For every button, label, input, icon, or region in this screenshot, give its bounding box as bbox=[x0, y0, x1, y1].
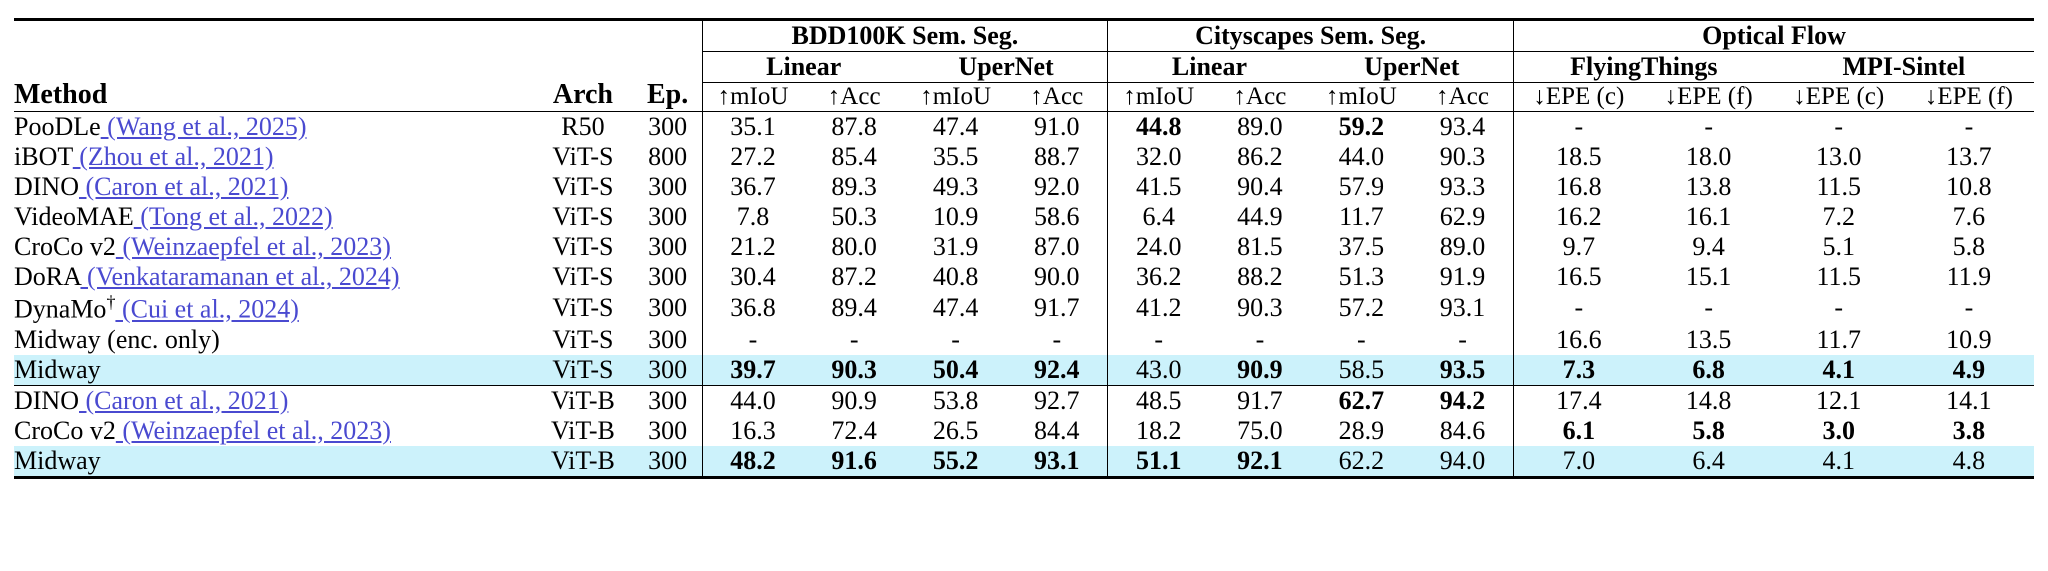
cell-value: 48.2 bbox=[702, 446, 803, 478]
cell-value: 13.0 bbox=[1816, 142, 1862, 171]
cell-value: - bbox=[1964, 112, 1974, 141]
cell-value: 93.4 bbox=[1439, 112, 1486, 141]
cell-value: 27.2 bbox=[702, 142, 803, 172]
cell-value: 86.2 bbox=[1237, 142, 1283, 171]
cell-method bbox=[14, 292, 532, 325]
cell-value: 58.5 bbox=[1311, 355, 1412, 386]
cell-value: 80.0 bbox=[831, 232, 877, 261]
cell-method bbox=[14, 232, 532, 262]
table-row bbox=[14, 325, 2034, 355]
cell-method bbox=[14, 262, 532, 292]
header-metric-bdd-upernet-acc: ↑Acc bbox=[1030, 83, 1084, 110]
cell-value: 91.7 bbox=[1237, 385, 1283, 415]
cell-ep: 300 bbox=[648, 385, 688, 415]
cell-value: 13.5 bbox=[1685, 324, 1732, 354]
table-row bbox=[14, 202, 2034, 232]
cell-arch: ViT-B bbox=[550, 385, 615, 415]
cell-value: 21.2 bbox=[702, 232, 803, 262]
cell-value: 75.0 bbox=[1237, 415, 1283, 445]
header-subgroup-city-upernet: UperNet bbox=[1311, 52, 1514, 83]
cell-value: 43.0 bbox=[1108, 355, 1209, 386]
cell-value: 41.2 bbox=[1108, 292, 1209, 325]
cell-value: 4.1 bbox=[1774, 446, 1904, 478]
cell-ep: 300 bbox=[648, 293, 688, 323]
cell-value: 50.3 bbox=[831, 202, 877, 231]
header-metric-sintel-epe-f: ↓EPE (f) bbox=[1924, 83, 2013, 110]
cell-value: 14.1 bbox=[1946, 385, 1992, 415]
cell-ep: 300 bbox=[648, 112, 688, 141]
cell-value: - bbox=[1704, 112, 1713, 141]
cell-value: 58.6 bbox=[1034, 202, 1080, 231]
cell-value: 90.0 bbox=[1034, 262, 1080, 291]
cell-method bbox=[14, 416, 532, 446]
method-name: DynaMo bbox=[14, 294, 107, 324]
cell-value: 11.7 bbox=[1816, 324, 1862, 354]
citation-link[interactable]: (Zhou et al., 2021) bbox=[72, 142, 274, 171]
cell-value: 10.9 bbox=[1946, 324, 1992, 354]
cell-value: 3.0 bbox=[1822, 415, 1855, 445]
cell-value: 62.2 bbox=[1311, 446, 1412, 478]
header-subgroup-mpi-sintel: MPI-Sintel bbox=[1774, 52, 2034, 83]
cell-method bbox=[14, 112, 532, 142]
cell-method bbox=[14, 446, 532, 478]
cell-value: 91.7 bbox=[1034, 293, 1080, 323]
cell-value: - bbox=[1834, 293, 1844, 323]
header-metric-flyingthings-epe-f: ↓EPE (f) bbox=[1664, 83, 1753, 110]
cell-ep: 300 bbox=[648, 415, 688, 445]
group-header-row bbox=[14, 21, 2034, 52]
header-metric-city-linear-miou: ↑mIoU bbox=[1108, 83, 1209, 112]
cell-value: 40.8 bbox=[932, 262, 979, 291]
table-body bbox=[14, 112, 2034, 477]
method-name: CroCo v2 bbox=[14, 232, 116, 261]
cell-method bbox=[14, 202, 532, 232]
cell-value: 6.8 bbox=[1644, 355, 1774, 386]
cell-arch: ViT-S bbox=[552, 324, 614, 354]
cell-value: 9.7 bbox=[1514, 232, 1644, 262]
citation-link[interactable]: (Weinzaepfel et al., 2023) bbox=[115, 232, 391, 261]
cell-value: 18.0 bbox=[1685, 142, 1732, 171]
cell-value: 9.4 bbox=[1692, 232, 1725, 261]
table-row bbox=[14, 142, 2034, 172]
cell-value: - bbox=[849, 324, 859, 354]
citation-link[interactable]: (Caron et al., 2021) bbox=[79, 385, 289, 415]
cell-value: - bbox=[702, 325, 803, 355]
cell-value: 53.8 bbox=[932, 385, 979, 415]
cell-value: 89.0 bbox=[1439, 232, 1486, 261]
cell-value: - bbox=[1108, 325, 1209, 355]
header-subgroup-city-linear: Linear bbox=[1108, 52, 1311, 83]
header-subgroup-flyingthings: FlyingThings bbox=[1514, 52, 1774, 83]
header-subgroup-bdd-linear: Linear bbox=[702, 52, 905, 83]
cell-value: 28.9 bbox=[1338, 415, 1385, 445]
cell-value: 5.1 bbox=[1822, 232, 1855, 261]
dagger-marker: † bbox=[106, 292, 116, 312]
cell-value: 24.0 bbox=[1108, 232, 1209, 262]
cell-arch: ViT-S bbox=[552, 142, 614, 171]
header-group-optical-flow: Optical Flow bbox=[1514, 21, 2034, 52]
cell-value: 90.3 bbox=[1237, 293, 1283, 323]
cell-value: 32.0 bbox=[1108, 142, 1209, 172]
cell-value: 10.9 bbox=[932, 202, 979, 231]
cell-value: 12.1 bbox=[1816, 385, 1862, 415]
method-name: VideoMAE bbox=[14, 202, 134, 231]
table-row bbox=[14, 262, 2034, 292]
cell-value: - bbox=[1357, 324, 1366, 354]
cell-value: 72.4 bbox=[831, 415, 877, 445]
cell-ep: 300 bbox=[648, 232, 688, 261]
cell-value: 3.8 bbox=[1952, 415, 1986, 445]
cell-method bbox=[14, 386, 532, 416]
cell-value: 93.5 bbox=[1412, 355, 1513, 386]
cell-value: 50.4 bbox=[905, 355, 1006, 386]
header-metric-bdd-linear-acc: ↑Acc bbox=[827, 83, 881, 110]
cell-arch: ViT-B bbox=[532, 446, 633, 478]
cell-value: - bbox=[1052, 324, 1062, 354]
method-name: CroCo v2 bbox=[14, 415, 116, 445]
header-metric-bdd-upernet-miou: ↑mIoU bbox=[920, 83, 992, 110]
cell-value: 87.8 bbox=[831, 112, 877, 141]
table-row bbox=[14, 386, 2034, 416]
header-metric-sintel-epe-c: ↓EPE (c) bbox=[1793, 83, 1885, 110]
cell-value: 92.7 bbox=[1034, 385, 1080, 415]
cell-ep: 300 bbox=[648, 202, 688, 231]
cell-value: 11.5 bbox=[1816, 172, 1862, 201]
cell-value: 84.4 bbox=[1034, 415, 1080, 445]
cell-ep: 300 bbox=[634, 446, 702, 478]
cell-arch: ViT-S bbox=[552, 232, 614, 261]
header-metric-flyingthings-epe-c: ↓EPE (c) bbox=[1514, 83, 1644, 112]
cell-value: 6.4 bbox=[1644, 446, 1774, 478]
cell-value: 62.7 bbox=[1338, 385, 1385, 415]
cell-arch: ViT-S bbox=[552, 293, 614, 323]
method-name: iBOT bbox=[14, 142, 73, 171]
method-name: Midway bbox=[14, 354, 101, 384]
citation-link[interactable]: (Weinzaepfel et al., 2023) bbox=[115, 415, 391, 445]
method-name: DoRA bbox=[14, 262, 81, 291]
cell-arch: R50 bbox=[561, 112, 605, 141]
header-metric-city-linear-acc: ↑Acc bbox=[1233, 83, 1287, 110]
cell-ep: 300 bbox=[648, 262, 688, 291]
cell-value: 16.3 bbox=[702, 416, 803, 446]
cell-value: 90.9 bbox=[831, 385, 877, 415]
cell-value: 47.4 bbox=[932, 112, 979, 141]
cell-value: 26.5 bbox=[932, 415, 979, 445]
cell-value: 92.0 bbox=[1034, 172, 1080, 201]
citation-link[interactable]: (Caron et al., 2021) bbox=[79, 172, 289, 201]
cell-value: 90.9 bbox=[1209, 355, 1310, 386]
header-group-cityscapes: Cityscapes Sem. Seg. bbox=[1108, 21, 1514, 52]
cell-ep: 300 bbox=[648, 172, 688, 201]
table-row bbox=[14, 416, 2034, 446]
cell-value: 36.7 bbox=[702, 172, 803, 202]
cell-value: - bbox=[951, 324, 960, 354]
cell-value: 13.8 bbox=[1685, 172, 1732, 201]
cell-value: 7.6 bbox=[1952, 202, 1986, 231]
cell-method bbox=[14, 325, 532, 355]
cell-value: 39.7 bbox=[702, 355, 803, 386]
cell-value: 36.2 bbox=[1108, 262, 1209, 292]
cell-value: 89.0 bbox=[1237, 112, 1283, 141]
cell-value: 84.6 bbox=[1439, 415, 1486, 445]
cell-value: - bbox=[1704, 293, 1713, 323]
cell-value: 94.0 bbox=[1412, 446, 1513, 478]
cell-value: 37.5 bbox=[1338, 232, 1385, 261]
citation-link[interactable]: (Tong et al., 2022) bbox=[133, 202, 333, 231]
cell-arch: ViT-B bbox=[550, 415, 615, 445]
cell-value: 10.8 bbox=[1946, 172, 1992, 201]
cell-ep: 300 bbox=[634, 355, 702, 386]
cell-value: 59.2 bbox=[1338, 112, 1385, 141]
cell-value: 44.0 bbox=[702, 386, 803, 416]
table-row bbox=[14, 292, 2034, 325]
cell-value: - bbox=[1255, 324, 1265, 354]
cell-value: 89.4 bbox=[831, 293, 877, 323]
cell-value: 5.8 bbox=[1952, 232, 1986, 261]
cell-value: 93.1 bbox=[1439, 293, 1486, 323]
header-group-bdd100k: BDD100K Sem. Seg. bbox=[702, 21, 1108, 52]
cell-value: 87.2 bbox=[831, 262, 877, 291]
cell-value: 17.4 bbox=[1514, 386, 1644, 416]
cell-value: 62.9 bbox=[1439, 202, 1486, 231]
cell-value: 51.3 bbox=[1338, 262, 1385, 291]
cell-value: 94.2 bbox=[1439, 385, 1486, 415]
cell-method bbox=[14, 172, 532, 202]
cell-value: 36.8 bbox=[702, 292, 803, 325]
cell-ep: 300 bbox=[648, 324, 688, 354]
table-row bbox=[14, 446, 2034, 478]
cell-value: 18.2 bbox=[1108, 416, 1209, 446]
method-name: Midway (enc. only) bbox=[14, 324, 220, 354]
cell-arch: ViT-S bbox=[552, 262, 614, 291]
table-row bbox=[14, 232, 2034, 262]
cell-ep: 800 bbox=[648, 142, 688, 171]
cell-value: 7.0 bbox=[1514, 446, 1644, 478]
cell-value: - bbox=[1964, 293, 1974, 323]
cell-value: 89.3 bbox=[831, 172, 877, 201]
cell-value: 93.1 bbox=[1006, 446, 1107, 478]
cell-value: - bbox=[1514, 112, 1644, 142]
cell-value: 16.8 bbox=[1514, 172, 1644, 202]
cell-value: 11.9 bbox=[1946, 262, 1992, 291]
citation-link[interactable]: (Wang et al., 2025) bbox=[100, 112, 307, 141]
cell-arch: ViT-S bbox=[552, 202, 614, 231]
citation-link[interactable]: (Venkataramanan et al., 2024) bbox=[80, 262, 400, 291]
cell-value: 30.4 bbox=[702, 262, 803, 292]
cell-value: 14.8 bbox=[1685, 385, 1732, 415]
cell-value: - bbox=[1458, 324, 1467, 354]
citation-link[interactable]: (Cui et al., 2024) bbox=[115, 294, 299, 324]
cell-value: 7.2 bbox=[1822, 202, 1855, 231]
cell-value: 44.8 bbox=[1108, 112, 1209, 142]
cell-value: 31.9 bbox=[932, 232, 979, 261]
header-metric-city-upernet-acc: ↑Acc bbox=[1436, 83, 1489, 110]
table-row bbox=[14, 355, 2034, 386]
method-name: Midway bbox=[14, 445, 101, 475]
cell-value: 92.4 bbox=[1006, 355, 1107, 386]
cell-value: 87.0 bbox=[1034, 232, 1080, 261]
cell-value: 48.5 bbox=[1108, 386, 1209, 416]
cell-value: 91.9 bbox=[1439, 262, 1486, 291]
cell-value: 7.3 bbox=[1514, 355, 1644, 386]
cell-value: 85.4 bbox=[831, 142, 877, 171]
cell-value: 90.4 bbox=[1237, 172, 1283, 201]
cell-value: 16.5 bbox=[1514, 262, 1644, 292]
cell-arch: ViT-S bbox=[532, 355, 633, 386]
cell-value: 13.7 bbox=[1946, 142, 1992, 171]
cell-value: 5.8 bbox=[1692, 415, 1725, 445]
cell-method bbox=[14, 142, 532, 172]
cell-value: 16.6 bbox=[1514, 325, 1644, 355]
cell-value: 16.1 bbox=[1685, 202, 1732, 231]
method-name: DINO bbox=[14, 385, 79, 415]
cell-value: 49.3 bbox=[932, 172, 979, 201]
cell-value: - bbox=[1514, 292, 1644, 325]
cell-value: 15.1 bbox=[1685, 262, 1732, 291]
cell-value: 90.3 bbox=[1439, 142, 1486, 171]
cell-value: 93.3 bbox=[1439, 172, 1486, 201]
cell-method bbox=[14, 355, 532, 386]
cell-arch: ViT-S bbox=[552, 172, 614, 201]
cell-value: 88.2 bbox=[1237, 262, 1283, 291]
method-name: PooDLe bbox=[14, 112, 101, 141]
table-row bbox=[14, 112, 2034, 142]
cell-value: 57.2 bbox=[1338, 293, 1385, 323]
header-ep: Ep. bbox=[646, 79, 689, 110]
header-metric-city-upernet-miou: ↑mIoU bbox=[1325, 83, 1397, 110]
cell-value: - bbox=[1834, 112, 1844, 141]
table-row bbox=[14, 172, 2034, 202]
cell-value: 51.1 bbox=[1108, 446, 1209, 478]
results-table bbox=[14, 18, 2034, 479]
header-metric-bdd-linear-miou: ↑mIoU bbox=[702, 83, 803, 112]
cell-value: 11.5 bbox=[1816, 262, 1862, 291]
cell-value: 90.3 bbox=[803, 355, 904, 386]
header-arch: Arch bbox=[552, 79, 614, 110]
method-name: DINO bbox=[14, 172, 79, 201]
header-subgroup-bdd-upernet: UperNet bbox=[905, 52, 1108, 83]
cell-value: 11.7 bbox=[1339, 202, 1384, 231]
cell-value: 35.5 bbox=[932, 142, 979, 171]
cell-value: 44.9 bbox=[1237, 202, 1283, 231]
cell-value: 47.4 bbox=[932, 293, 979, 323]
cell-value: 35.1 bbox=[702, 112, 803, 142]
cell-value: 41.5 bbox=[1108, 172, 1209, 202]
cell-value: 91.6 bbox=[803, 446, 904, 478]
cell-value: 44.0 bbox=[1338, 142, 1385, 171]
table-bottom-rule bbox=[14, 477, 2034, 479]
cell-value: 55.2 bbox=[905, 446, 1006, 478]
cell-value: 4.8 bbox=[1904, 446, 2034, 478]
header-method: Method bbox=[14, 79, 108, 110]
cell-value: 91.0 bbox=[1034, 112, 1080, 141]
cell-value: 4.9 bbox=[1904, 355, 2034, 386]
cell-value: 7.8 bbox=[702, 202, 803, 232]
cell-value: 81.5 bbox=[1237, 232, 1283, 261]
cell-value: 18.5 bbox=[1514, 142, 1644, 172]
cell-value: 16.2 bbox=[1514, 202, 1644, 232]
cell-value: 88.7 bbox=[1034, 142, 1080, 171]
cell-value: 4.1 bbox=[1774, 355, 1904, 386]
cell-value: 6.4 bbox=[1108, 202, 1209, 232]
cell-value: 6.1 bbox=[1514, 416, 1644, 446]
cell-value: 92.1 bbox=[1209, 446, 1310, 478]
cell-value: 57.9 bbox=[1338, 172, 1385, 201]
